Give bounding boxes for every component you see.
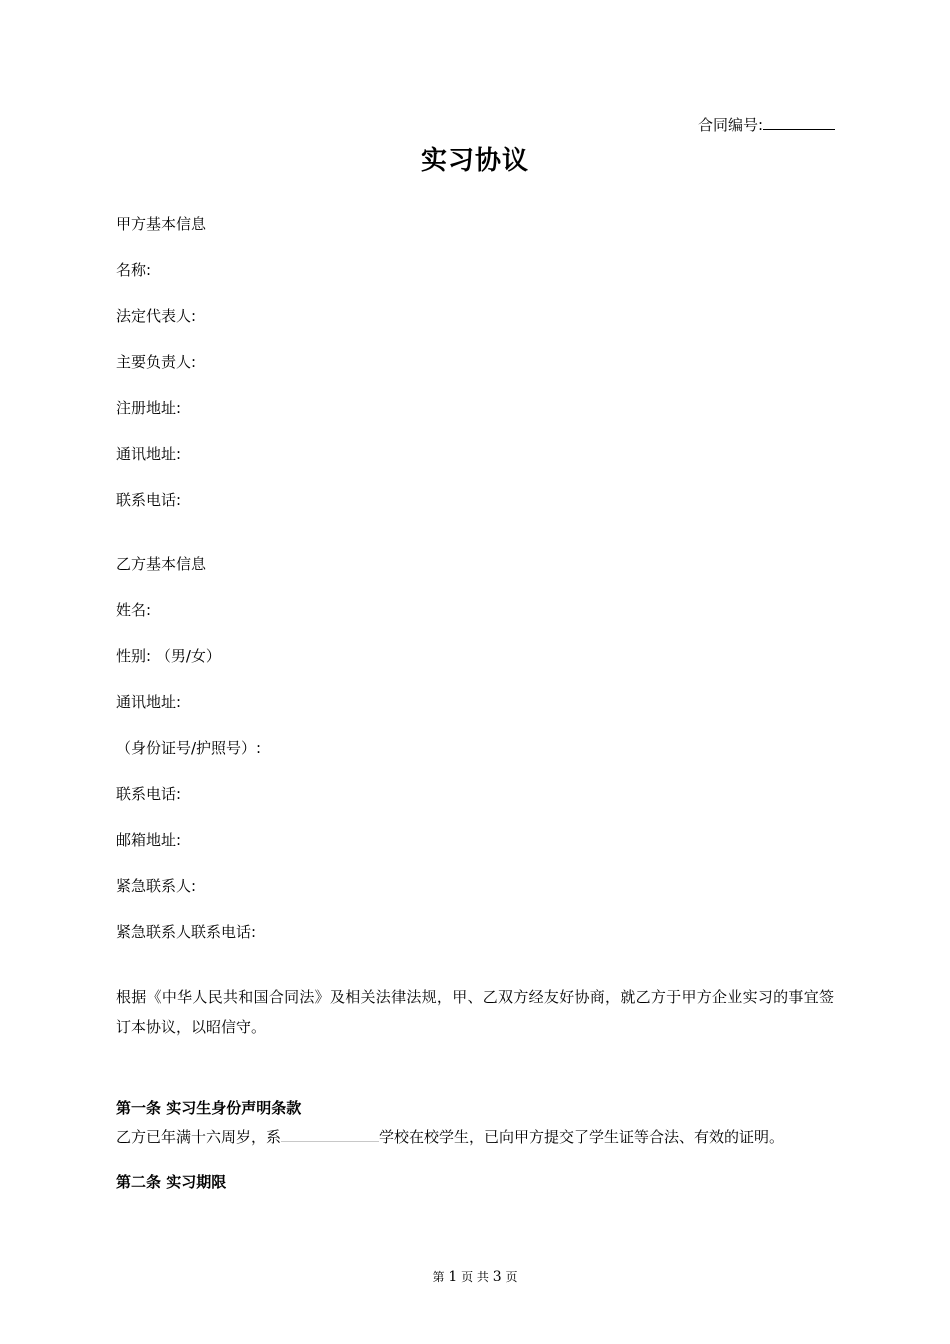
contract-number xyxy=(698,115,835,135)
article-1-text-after: 学校在校学生，已向甲方提交了学生证等合法、有效的证明。 xyxy=(379,1128,785,1146)
party-a-heading: 甲方基本信息 xyxy=(116,215,207,233)
party-b-name-field: 姓名: xyxy=(116,601,152,619)
party-b-emergency-phone-field: 紧急联系人联系电话: xyxy=(116,923,257,941)
article-1-title: 第一条 实习生身份声明条款 xyxy=(116,1099,302,1117)
footer-prefix: 第 xyxy=(432,1270,445,1284)
party-b-mailing-address-field: 通讯地址: xyxy=(116,693,182,711)
party-a-principal-field: 主要负责人: xyxy=(116,353,197,371)
party-b-heading: 乙方基本信息 xyxy=(116,555,207,573)
party-a-name-field: 名称: xyxy=(116,261,152,279)
total-page-number: 3 xyxy=(492,1269,502,1285)
school-name-blank[interactable] xyxy=(281,1126,379,1142)
article-1-text xyxy=(116,1126,784,1147)
party-b-id-field: （身份证号/护照号）: xyxy=(116,739,262,757)
contract-number-label: 合同编号: xyxy=(697,116,763,134)
party-b-gender-field: 性别: （男/女） xyxy=(116,647,221,665)
intro-paragraph: 根据《中华人民共和国合同法》及相关法律法规，甲、乙双方经友好协商，就乙方于甲方企业实习的事宜签订本协议，以昭信守。 xyxy=(116,988,834,1036)
party-a-registered-address-field: 注册地址: xyxy=(116,399,182,417)
party-b-phone-field: 联系电话: xyxy=(116,785,182,803)
footer-suffix: 页 xyxy=(505,1270,518,1284)
party-a-phone-field: 联系电话: xyxy=(116,491,182,509)
party-b-email-field: 邮箱地址: xyxy=(116,831,182,849)
party-b-emergency-contact-field: 紧急联系人: xyxy=(116,877,197,895)
document-title: 实习协议 xyxy=(420,146,529,176)
article-2-title: 第二条 实习期限 xyxy=(116,1173,227,1191)
party-a-mailing-address-field: 通讯地址: xyxy=(116,445,182,463)
article-1-text-before: 乙方已年满十六周岁，系 xyxy=(116,1128,282,1146)
party-a-legal-rep-field: 法定代表人: xyxy=(116,307,197,325)
page-footer xyxy=(0,1268,950,1286)
contract-number-blank[interactable] xyxy=(763,115,835,130)
footer-middle: 页 共 xyxy=(461,1270,489,1284)
current-page-number: 1 xyxy=(448,1269,458,1285)
